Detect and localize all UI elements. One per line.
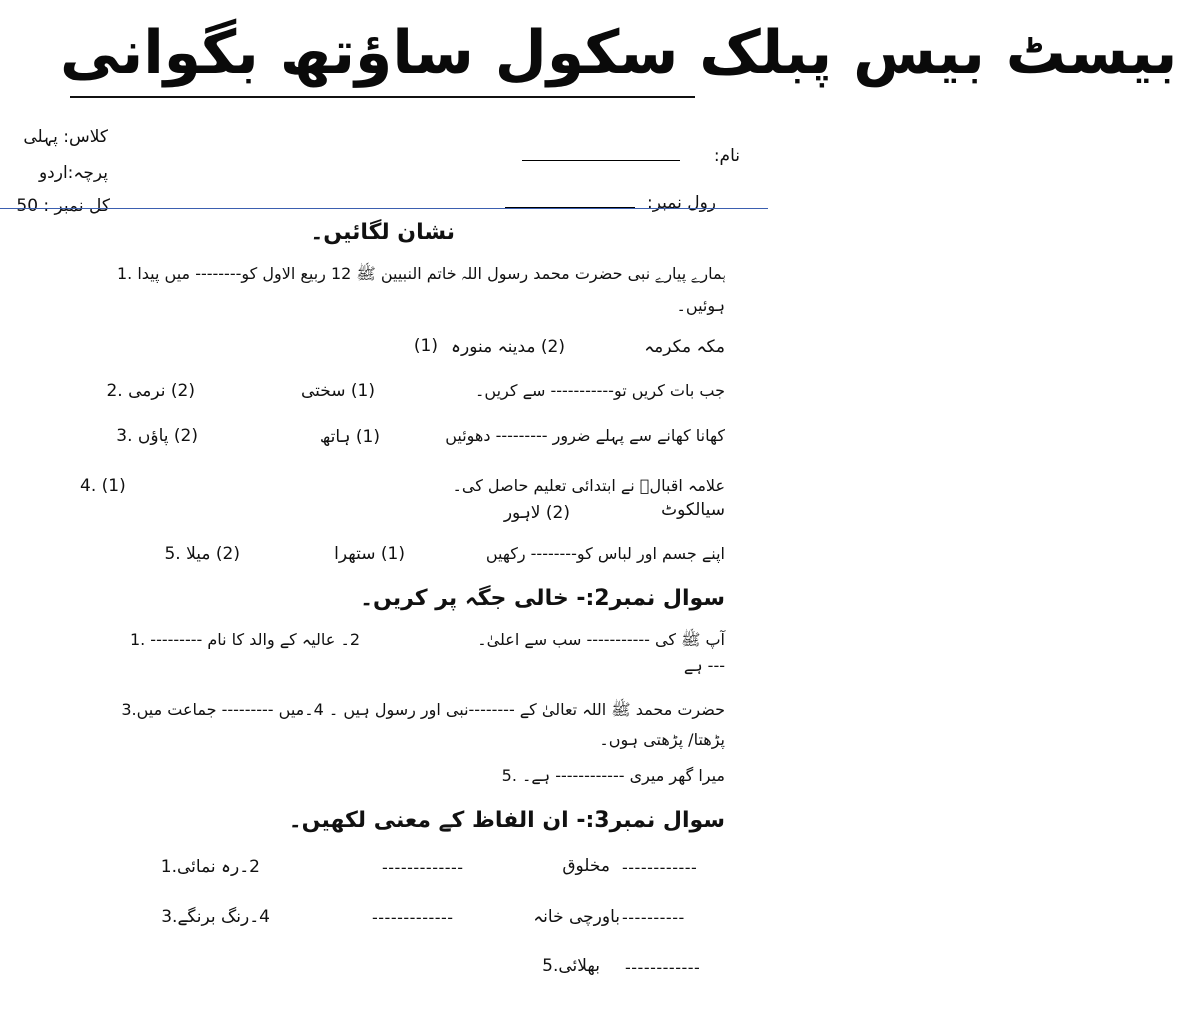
q3-text: کھانا کھانے سے پہلے ضرور --------- دھوئیں bbox=[445, 426, 725, 445]
q5-option-1[interactable]: (1) ستھرا bbox=[334, 544, 405, 564]
q5-text: اپنے جسم اور لباس کو-------- رکھیں bbox=[485, 544, 725, 563]
s3-r1-blank-mid[interactable]: ------------- bbox=[382, 858, 464, 877]
class-label: کلاس: پہلی bbox=[23, 127, 108, 147]
q2-option-1[interactable]: (1) سختی bbox=[300, 381, 375, 401]
s2-line2-cont: پڑھتا/ پڑھتی ہوں۔ bbox=[599, 730, 725, 749]
q1-option-madina[interactable]: (2) مدینہ منورہ bbox=[451, 337, 565, 357]
s3-r1-blank-right[interactable]: ------------ bbox=[622, 858, 698, 877]
q1-text-cont: ہوئیں۔ bbox=[676, 296, 725, 315]
roll-number-label: رول نمبر: bbox=[647, 193, 716, 213]
q1-text: ہمارے پیارے نبی حضرت محمد رسول اللہ خاتم النبیین ﷺ 12 ربیع الاول کو-------- میں پیدا .1 bbox=[116, 264, 725, 283]
section2-heading: سوال نمبر2:- خالی جگہ پر کریں۔ bbox=[360, 586, 725, 611]
s3-r1-word-b: 2۔رہ نمائی.1 bbox=[160, 857, 260, 877]
title-underline bbox=[70, 96, 695, 98]
q4-option-2[interactable]: (2) لاہور bbox=[503, 503, 570, 523]
s3-r2-blank-mid[interactable]: ------------- bbox=[372, 908, 454, 927]
q2-option-2[interactable]: (2) نرمی .2 bbox=[106, 381, 195, 401]
header-divider bbox=[0, 208, 768, 209]
name-label: نام: bbox=[713, 146, 740, 166]
s3-r2-word-b: 4۔رنگ برنگے.3 bbox=[161, 907, 270, 927]
paper-label: پرچہ:اردو bbox=[38, 163, 108, 183]
s3-r2-word-a: باورچی خانہ bbox=[533, 907, 620, 927]
q3-option-2[interactable]: (2) پاؤں .3 bbox=[116, 426, 198, 446]
section1-heading: نشان لگائیں۔ bbox=[310, 220, 455, 245]
s2-line1-cont: --- ہے bbox=[683, 656, 725, 675]
q4-option-1[interactable]: سیالکوٹ bbox=[661, 500, 725, 520]
s2-line2: حضرت محمد ﷺ اللہ تعالیٰ کے --------نبی اور رسول ہیں ۔ 4۔میں --------- جماعت میں.3 bbox=[121, 700, 725, 719]
q1-option-num: (1) bbox=[413, 336, 438, 356]
s2-line1-right: آپ ﷺ کی ----------- سب سے اعلیٰ۔ bbox=[477, 630, 725, 649]
section3-heading: سوال نمبر3:- ان الفاظ کے معنی لکھیں۔ bbox=[288, 808, 725, 833]
school-name-title: بیسٹ بیس پبلک سکول ساؤتھ بگوانی bbox=[60, 18, 1177, 88]
q5-option-2[interactable]: (2) میلا .5 bbox=[164, 544, 240, 564]
s2-line3: میرا گھر میری ------------ ہے۔ .5 bbox=[501, 766, 725, 785]
q4-text: علامہ اقبالؒ نے ابتدائی تعلیم حاصل کی۔ bbox=[452, 476, 725, 495]
name-field[interactable] bbox=[522, 160, 680, 161]
s2-line1-left: 2۔ عالیہ کے والد کا نام --------- .1 bbox=[129, 630, 360, 649]
q2-text: جب بات کریں تو----------- سے کریں۔ bbox=[475, 381, 725, 400]
q3-option-1[interactable]: (1) ہاتھ bbox=[319, 427, 380, 447]
q1-option-makkah[interactable]: مکہ مکرمہ bbox=[644, 337, 725, 357]
s3-r3-word-a: بھلائی.5 bbox=[542, 956, 600, 976]
q4-number: 4. (1) bbox=[80, 476, 126, 496]
s3-r3-blank-right[interactable]: ------------ bbox=[625, 958, 701, 977]
total-marks-label: کل نمبر : 50 bbox=[16, 196, 110, 216]
s3-r1-word-a: مخلوق bbox=[562, 856, 610, 876]
s3-r2-blank-right[interactable]: ---------- bbox=[622, 908, 685, 927]
